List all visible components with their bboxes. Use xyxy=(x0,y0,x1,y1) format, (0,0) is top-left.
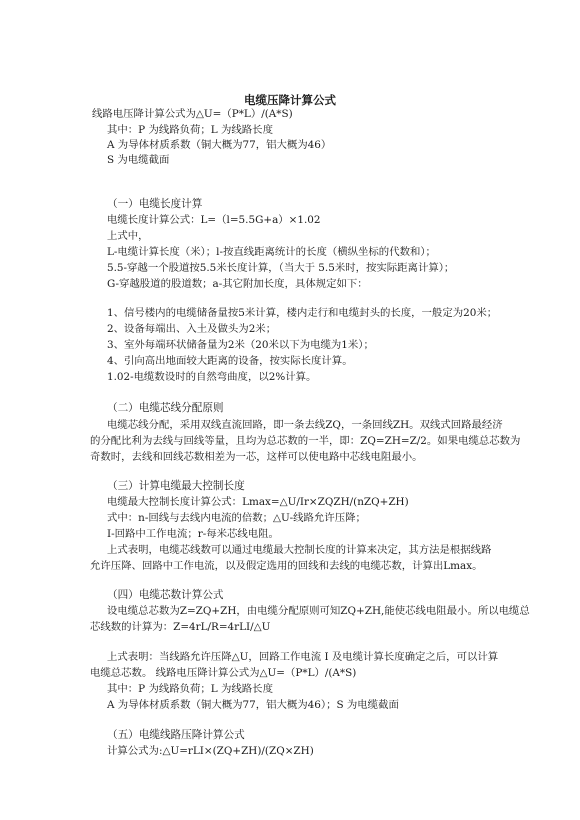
paragraph-line: 允许压降、回路中工作电流，以及假定选用的回线和去线的电缆芯数，计算出Lmax。 xyxy=(90,560,483,572)
paragraph-line: 设电缆总芯数为Z=ZQ+ZH，由电缆分配原则可知ZQ+ZH,能使芯线电阻最小。所以电缆总 xyxy=(107,605,530,617)
list-item: 3、室外每端环状储备量为2米（20米以下为电缆为1米）； xyxy=(107,339,374,351)
paragraph-line: 电缆最大控制长度计算公式：Lmax=△U/Ir×ZQZH/(nZQ+ZH) xyxy=(107,496,409,508)
paragraph-line: 奇数时，去线和回线芯数相差为一芯，这样可以使电路中芯线电阻最小。 xyxy=(90,451,423,463)
section-heading: （二）电缆芯线分配原则 xyxy=(107,402,224,414)
paragraph-line: 上式中， xyxy=(107,230,149,242)
intro-line: S 为电缆截面 xyxy=(107,154,170,166)
list-item: 2、设备每端出、入土及做头为2米； xyxy=(107,323,277,335)
paragraph-line: 的分配比利为去线与回线等量，且均为总芯数的一半，即：ZQ=ZH=Z/2。如果电缆总芯数为 xyxy=(90,435,521,447)
intro-formula-line: 线路电压降计算公式为△U=（P*L）/(A*S) xyxy=(92,108,293,120)
paragraph-line: 电缆芯线分配，采用双线直流回路，即一条去线ZQ，一条回线ZH。双线式回路最经济 xyxy=(107,419,503,431)
paragraph-line: 电缆长度计算公式：L=（l=5.5G+a）×1.02 xyxy=(107,214,321,226)
paragraph-line: 5.5-穿越一个股道按5.5米长度计算，（当大于 5.5米时，按实际距离计算）； xyxy=(107,262,455,274)
paragraph-line: G-穿越股道的股道数；a-其它附加长度，具体规定如下： xyxy=(107,278,368,290)
section-heading: （五）电缆线路压降计算公式 xyxy=(107,729,245,741)
list-item: 1.02-电缆数设时的自然弯曲度，以2%计算。 xyxy=(107,371,317,383)
section-heading: （三）计算电缆最大控制长度 xyxy=(107,480,245,492)
paragraph-line: 芯线数的计算为：Z=4rL/R=4rLI/△U xyxy=(90,621,271,633)
section-heading: （四）电缆芯数计算公式 xyxy=(107,589,224,601)
list-item: 4、引向高出地面较大距离的设备，按实际长度计算。 xyxy=(107,355,353,367)
paragraph-line: I-回路中工作电流；r-每米芯线电阻。 xyxy=(107,528,279,540)
intro-line: A 为导体材质系数（铜大概为77，铝大概为46） xyxy=(107,139,332,151)
paragraph-line: 电缆总芯数。 线路电压降计算公式为△U=（P*L）/(A*S) xyxy=(90,667,357,679)
paragraph-line: L-电缆计算长度（米）；l-按直线距离统计的长度（横纵坐标的代数和）； xyxy=(107,246,436,258)
paragraph-line: A 为导体材质系数（铜大概为77，铝大概为46）；S 为电缆截面 xyxy=(107,699,399,711)
intro-line: 其中：P 为线路负荷；L 为线路长度 xyxy=(107,124,273,136)
paragraph-line: 上式表明，电缆芯线数可以通过电缆最大控制长度的计算来决定，其方法是根据线路 xyxy=(107,544,492,556)
section-heading: （一）电缆长度计算 xyxy=(107,198,203,210)
list-item: 1、信号楼内的电缆储备量按5米计算，楼内走行和电缆封头的长度，一般定为20米； xyxy=(107,307,498,319)
paragraph-line: 上式表明：当线路允许压降△U，回路工作电流 I 及电缆计算长度确定之后，可以计算 xyxy=(107,651,499,663)
document-title: 电缆压降计算公式 xyxy=(244,93,336,107)
paragraph-line: 式中：n-回线与去线内电流的倍数；△U-线路允许压降； xyxy=(107,512,366,524)
paragraph-line: 其中：P 为线路负荷；L 为线路长度 xyxy=(107,683,273,695)
formula-line: 计算公式为:△U=rLI×(ZQ+ZH)/(ZQ×ZH) xyxy=(107,745,314,757)
